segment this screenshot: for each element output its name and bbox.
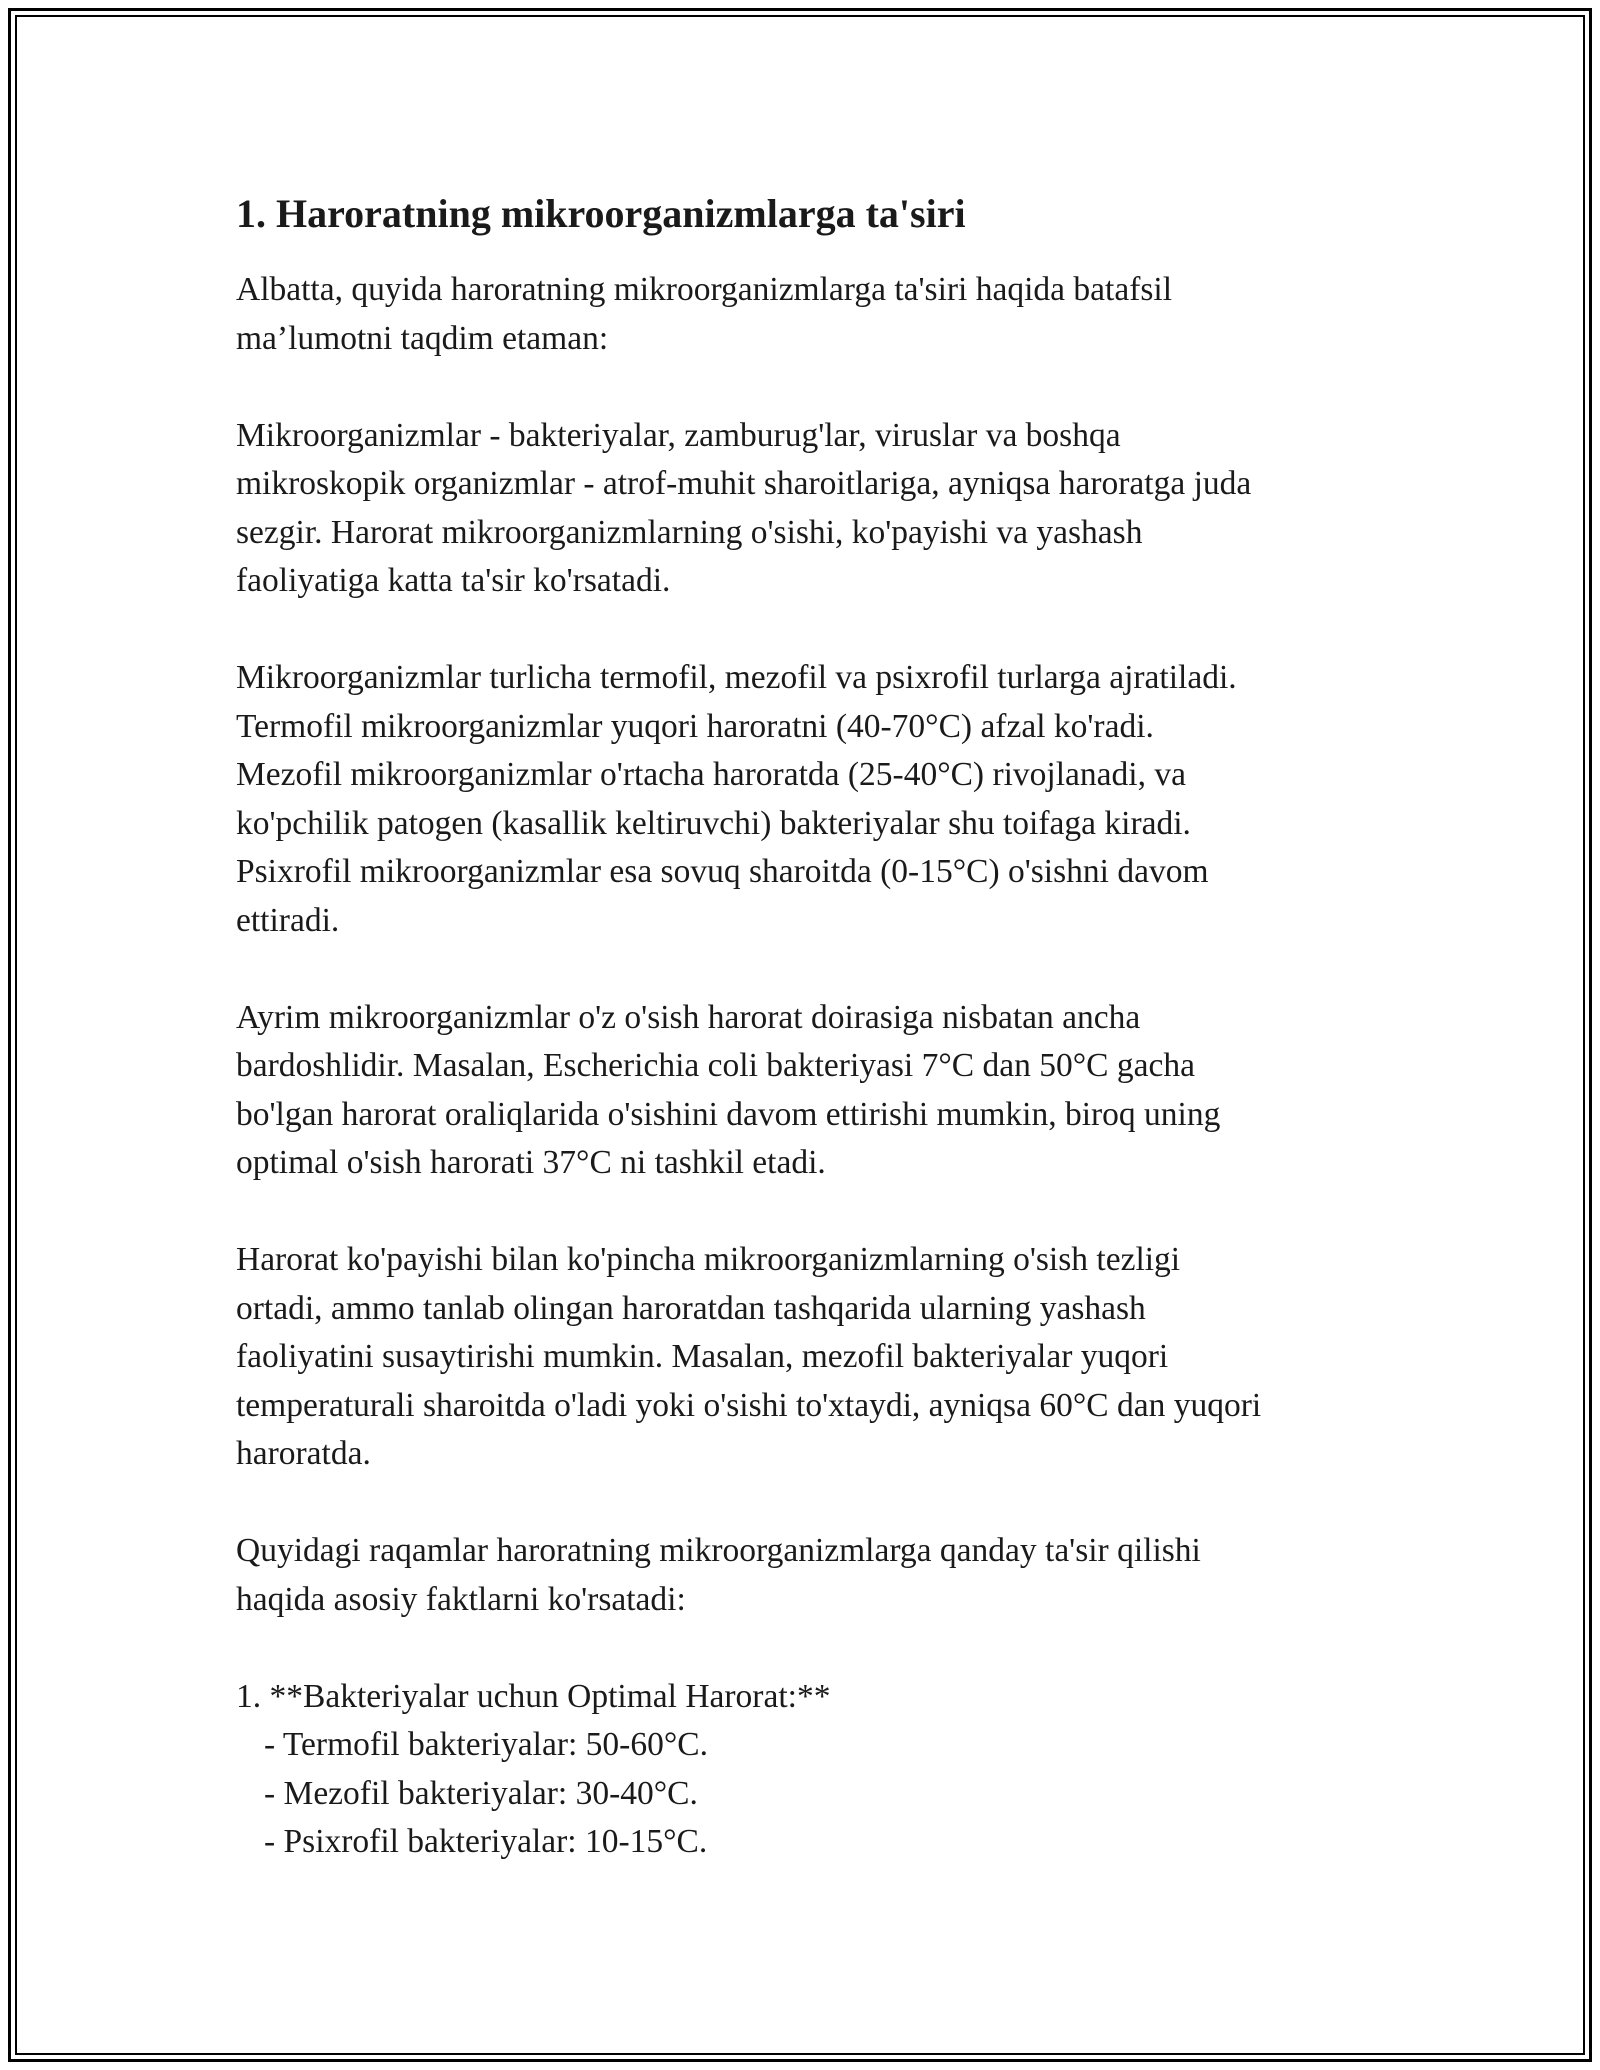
list-item: - Termofil bakteriyalar: 50-60°C. [264,1726,708,1763]
document-title: 1. Haroratning mikroorganizmlarga ta'siri [236,191,966,236]
document-body [236,184,1376,1867]
list-item: - Psixrofil bakteriyalar: 10-15°C. [264,1823,708,1860]
paragraph-intro: Albatta, quyida haroratning mikroorganizmlarga ta'siri haqida batafsil ma’lumotni taqdim etaman: [236,271,1173,357]
paragraph-facts-intro: Quyidagi raqamlar haroratning mikroorganizmlarga qanday ta'sir qilishi haqida asosiy faktlarni ko'rsatadi: [236,1532,1201,1618]
paragraph-definition: Mikroorganizmlar - bakteriyalar, zamburug'lar, viruslar va boshqa mikroskopik organizmlar - atrof-muhit sharoitlariga, ayniqsa haroratga juda sezgir. Harorat mikroorganizmlarning o'sishi, ko'payishi va yashash faoliyatiga katta ta'sir ko'rsatadi. [236,416,1252,599]
list-heading: 1. **Bakteriyalar uchun Optimal Harorat:** [236,1677,831,1715]
list-item: - Mezofil bakteriyalar: 30-40°C. [264,1774,698,1812]
optimal-temperature-list [236,1673,1376,1867]
paragraph-classification: Mikroorganizmlar turlicha termofil, mezofil va psixrofil turlarga ajratiladi. Termofil mikroorganizmlar yuqori haroratni (40-70°C) afzal ko'radi. Mezofil mikroorganizmlar o'rtacha haroratda (25-40°C) rivojlanadi, va ko'pchilik patogen (kasallik keltiruvchi) bakteriyalar shu toifaga kiradi. Psixrofil mikroorganizmlar esa sovuq sharoitda (0-15°C) o'sishni davom ettiradi. [236,659,1237,939]
paragraph-growth-rate: Harorat ko'payishi bilan ko'pincha mikroorganizmlarning o'sish tezligi ortadi, ammo tanlab olingan haroratdan tashqarida ularning yashash faoliyatini susaytirishi mumkin. Masalan, mezofil bakteriyalar yuqori temperaturali sharoitda o'ladi yoki o'sishi to'xtaydi, ayniqsa 60°C dan yuqori haroratda. [236,1241,1262,1472]
paragraph-tolerance: Ayrim mikroorganizmlar o'z o'sish harorat doirasiga nisbatan ancha bardoshlidir. Masalan, Escherichia coli bakteriyasi 7°C dan 50°C gacha bo'lgan harorat oraliqlarida o'sishini davom ettirishi mumkin, biroq uning optimal o'sish harorati 37°C ni tashkil etadi. [236,998,1221,1181]
